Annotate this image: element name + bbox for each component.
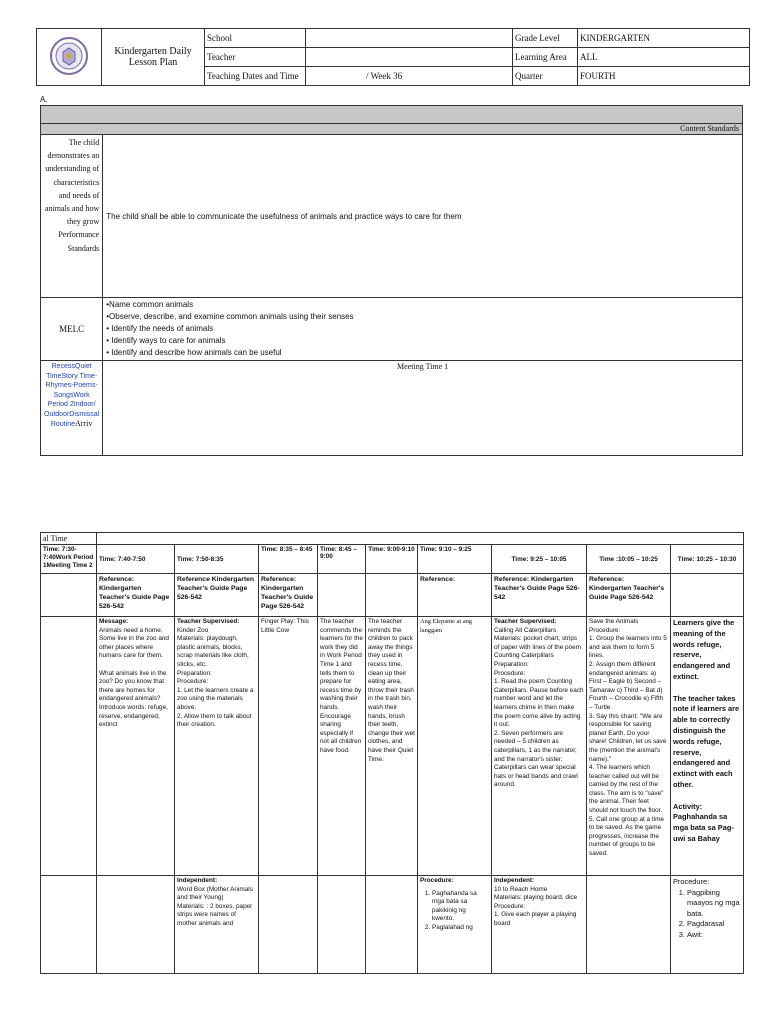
- time-cell: Time: 8:45 – 9:00: [318, 545, 366, 574]
- recess-cell: The teacher commends the learners for the work they did in Work Period Time 1 and tells them to prepare for recess time by washing their hands. Encourage sharing especially if not all children have food.: [318, 617, 366, 876]
- melc-item: •Observe, describe, and examine common animals using their senses: [106, 312, 354, 321]
- melc-list: [103, 298, 743, 361]
- message-title: Message:: [99, 618, 129, 625]
- caterpillars-cell: [492, 617, 587, 876]
- time-cell: Time: 10:25 – 10:30: [671, 545, 744, 574]
- time-cell: Time: 7:50-8:35: [175, 545, 259, 574]
- last-cell-empty: [587, 876, 671, 974]
- quarter-value: FOURTH: [578, 67, 750, 86]
- message-cell: [97, 617, 175, 876]
- time-cell: Time :10:05 – 10:25: [587, 545, 671, 574]
- story-procedure-cell: [418, 876, 492, 974]
- dismissal-procedure-item: 3. Awit:: [687, 930, 741, 941]
- schedule-blocks-text: RecessQuiet TimeStory Time-Rhymes-Poems-SongsWork Period 2Indoor/ OutdoorDismissal Routine: [44, 363, 100, 428]
- reach-home-title: Independent:: [494, 877, 535, 884]
- dismissal-procedure-item: 1. Pagpibing maayos ng mga bata.: [687, 888, 741, 920]
- time-cell: Time: 7:30-7:40Work Period 1Meeting Time 2: [41, 545, 97, 574]
- finger-play-cell: Finger Play: This Little Cow: [259, 617, 318, 876]
- story-cell: Ang Elepante at ang langgam: [418, 617, 492, 876]
- standards-left-text: The child demonstrates an understanding of characteristics and needs of animals and how they grow Performance Standards: [41, 135, 103, 298]
- grade-value: KINDERGARTEN: [578, 29, 750, 48]
- arriv-text: Arriv: [75, 419, 93, 428]
- lesson-plan-title: Kindergarten Daily Lesson Plan: [102, 29, 205, 86]
- melc-label: MELC: [41, 298, 103, 361]
- al-time-blank: [97, 533, 744, 545]
- melc-item: • Identify the needs of animals: [106, 324, 214, 333]
- performance-standard-text: The child shall be able to communicate the usefulness of animals and practice ways to care for them: [103, 135, 743, 298]
- caterpillars-title: Teacher Supervised:: [494, 618, 557, 625]
- deped-seal-icon: [49, 36, 89, 76]
- meeting-time-label: Meeting Time 1: [103, 361, 743, 456]
- dates-value: / Week 36: [306, 67, 513, 86]
- ref-cell: [41, 574, 97, 617]
- message-text: Animals need a home. Some live in the zoo and other places where humans care for them. What animals live in the zoo? Do you know that there are homes for endangered animals? Introduce words: refuge, reserve, endangered, extinct: [99, 626, 169, 729]
- last-cell-empty: [41, 876, 97, 974]
- melc-item: •Name common animals: [106, 300, 194, 309]
- ref-cell: Reference:: [418, 574, 492, 617]
- kinder-zoo-title: Teacher Supervised:: [177, 618, 240, 625]
- reach-home-text: 10 to Reach Home Materials: playing board, dice Procedure: 1. Give each player a playing board: [494, 885, 578, 927]
- schedule-table: [40, 532, 744, 974]
- al-time-cell: al Time: [41, 533, 97, 545]
- ref-cell: Reference: Kindergarten Teacher's Guide Page 526-542: [492, 574, 587, 617]
- melc-item: • Identify and describe how animals can be useful: [106, 348, 282, 357]
- ref-cell: [671, 574, 744, 617]
- grade-label: Grade Level: [513, 29, 578, 48]
- school-value: [306, 29, 513, 48]
- last-cell-empty: [97, 876, 175, 974]
- teacher-value: [306, 48, 513, 67]
- content-standards-label: Content Standards: [41, 124, 743, 135]
- caterpillars-text: Calling All Caterpillars Materials: pocket chart, strips of paper with lines of the poem Counting Caterpillars Preparation: Procedure: 1. Read the poem Counting Caterpillars. Pause before each number word and let the learners chime in then make the poem come alive by acting it out. 2. Seven performers are needed – 5 children as caterpillars, 1 as the narrator, and the narrator's sister. Caterpillars can wear special hats or head bands and crawl around.: [494, 626, 584, 789]
- save-animals-cell: Save the Animals Procedure: 1. Group the learners into 5 and ask them to form 5 lines. 2. Assign them different endangered animals: a) First – Eagle b) Second – Tamaraw c) Third – Bat d) Fourth – Crocodile e) Fifth – Turtle 3. Say this chant: "We are responsible for saving planet Earth. Do your share! Children, let us save the (mention the animal's name)." 4. The learners which teacher called out will be carried by the rest of the class. The aim is to "save" the animal. Their feet should not touch the floor. 5. Call one group at a time to be saved. As the game progresses, increase the number of groups to be saved.: [587, 617, 671, 876]
- ref-cell: Reference: Kindergarten Teacher's Guide Page 526-542: [587, 574, 671, 617]
- time-cell: Time: 7:40-7:50: [97, 545, 175, 574]
- ref-cell: Reference: Kindergarten Teacher's Guide Page 526-542: [97, 574, 175, 617]
- time-cell: Time: 9:10 – 9:25: [418, 545, 492, 574]
- story-procedure-list: [420, 890, 489, 933]
- story-procedure-title: Procedure:: [420, 877, 454, 884]
- ref-cell: Reference Kindergarten Teacher's Guide Page 526-542: [175, 574, 259, 617]
- standards-table: [40, 105, 743, 456]
- time-cell: Time: 9:25 – 10:05: [492, 545, 587, 574]
- story-procedure-item: 2. Paglalahad ng: [432, 924, 489, 933]
- last-cell-empty: [366, 876, 418, 974]
- last-cell-empty: [318, 876, 366, 974]
- quarter-label: Quarter: [513, 67, 578, 86]
- ref-cell: Reference: Kindergarten Teacher's Guide Page 526-542: [259, 574, 318, 617]
- teacher-label: Teacher: [205, 48, 306, 67]
- dates-label: Teaching Dates and Time: [205, 67, 306, 86]
- kinder-zoo-text: Kinder Zoo Materials: playdough, plastic animals, blocks, scrap materials like cloth, sticks, etc. Preparation: Procedure: 1. Let the learners create a zoo using the materials above. 2. Allow them to talk about their creation.: [177, 626, 254, 729]
- logo-cell: [37, 29, 102, 86]
- main-cell-empty: [41, 617, 97, 876]
- area-label: Learning Area: [513, 48, 578, 67]
- reach-home-cell: [492, 876, 587, 974]
- last-cell-empty: [259, 876, 318, 974]
- school-label: School: [205, 29, 306, 48]
- time-cell: Time: 9:00-9:10: [366, 545, 418, 574]
- ref-cell: [318, 574, 366, 617]
- ref-cell: [366, 574, 418, 617]
- dismissal-procedure-list: [673, 888, 741, 941]
- section-letter: A.: [40, 95, 48, 104]
- dismissal-procedure-item: 2. Pagdarasal: [687, 919, 741, 930]
- quiet-time-cell: The teacher reminds the children to pack away the things they used in recess time, clean up their eating area, throw their trash in the trash bin, wash their hands, brush their teeth, change their wet clothes, and have their Quiet Time.: [366, 617, 418, 876]
- word-box-text: Word Box (Mother Animals and their Young) Materials: : 2 boxes, paper strips were names of mother animals and: [177, 885, 253, 927]
- dismissal-procedure-title: Procedure:: [673, 877, 710, 886]
- word-box-cell: [175, 876, 259, 974]
- header-table: [36, 28, 750, 86]
- time-cell: Time: 8:35 – 8:45: [259, 545, 318, 574]
- gray-header-row: [41, 106, 743, 124]
- melc-item: • Identify ways to care for animals: [106, 336, 226, 345]
- dismissal-procedure-cell: [671, 876, 744, 974]
- story-procedure-item: 1. Paghahanda sa mga bata sa pakikinig ng kwento.: [432, 890, 489, 924]
- schedule-blocks: [41, 361, 103, 456]
- kinder-zoo-cell: [175, 617, 259, 876]
- word-box-title: Independent:: [177, 877, 218, 884]
- dismissal-cell: Learners give the meaning of the words refuge, reserve, endangered and extinct. The teacher takes note if learners are able to correctly distinguish the words refuge, reserve, endangered and extinct with each other. Activity: Paghahanda sa mga bata sa Pag-uwi sa Bahay: [671, 617, 744, 876]
- area-value: ALL: [578, 48, 750, 67]
